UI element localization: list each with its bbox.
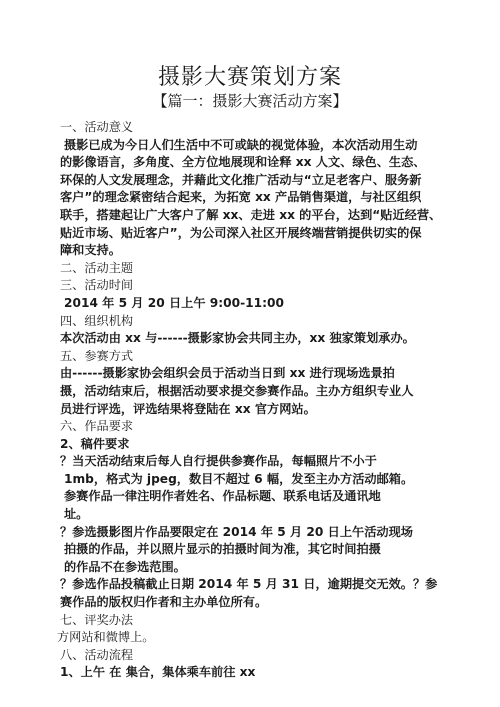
section-heading: 三、活动时间	[60, 278, 134, 293]
paragraph-line: 方网站和微博上。	[57, 630, 155, 645]
paragraph-line: 联手，搭建起让广大客户了解 xx、走进 xx 的平台，达到“贴近经营、	[60, 207, 442, 222]
document-subtitle: 【篇一：摄影大赛活动方案】	[152, 92, 348, 110]
paragraph-line: 1mb，格式为 jpeg，数目不超过 6 幅，发至主办方活动邮箱。	[64, 471, 414, 486]
section-heading: 五、参赛方式	[60, 348, 134, 363]
paragraph-line: ？参选作品投稿截止日期 2014 年 5 月 31 日，逾期提交无效。？参	[60, 577, 438, 592]
paragraph-line: 参赛作品一律注明作者姓名、作品标题、联系电话及通讯地	[64, 489, 381, 504]
paragraph-line: 赛作品的版权归作者和主办单位所有。	[60, 595, 268, 610]
paragraph-line: ？当天活动结束后每人自行提供参赛作品，每幅照片不小于	[60, 454, 377, 469]
paragraph-line: 摄，活动结束后，根据活动要求提交参赛作品。主办方组织专业人	[60, 383, 414, 398]
section-heading: 一、活动意义	[60, 120, 134, 134]
section-heading: 六、作品要求	[60, 419, 134, 434]
paragraph-line: 由------摄影家协会组织会员于活动当日到 xx 进行现场选景拍	[60, 366, 395, 381]
document-body	[57, 119, 492, 682]
paragraph-line: 的作品不在参选范围。	[64, 559, 186, 574]
paragraph-line: 障和支持。	[60, 243, 121, 258]
paragraph-line: ？参选摄影图片作品要限定在 2014 年 5 月 20 日上午活动现场	[60, 524, 413, 539]
paragraph-line: 贴近市场、贴近客户”，为公司深入社区开展终端营销提供切实的保	[60, 225, 422, 240]
paragraph-line: 拍摄的作品，并以照片显示的拍摄时间为准，其它时间拍摄	[64, 542, 381, 557]
section-heading: 二、活动主题	[60, 260, 134, 275]
document-title: 摄影大赛策划方案	[157, 65, 342, 90]
paragraph-line: 的影像语言，多角度、全方位地展现和诠释 xx 人文、绿色、生态、	[60, 155, 426, 170]
paragraph-line: 员进行评选，评选结果将登陆在 xx 官方网站。	[60, 401, 316, 416]
paragraph-line: 本次活动由 xx 与------摄影家协会共同主办，xx 独家策划承办。	[60, 331, 415, 346]
paragraph-line: 1、上午 在 集合，集体乘车前往 xx	[60, 665, 256, 680]
section-heading: 八、活动流程	[60, 647, 134, 662]
paragraph-line: 客户”的理念紧密结合起来，为拓宽 xx 产品销售渠道，与社区组织	[60, 190, 422, 205]
paragraph-line: 2014 年 5 月 20 日上午 9:00-11:00	[64, 295, 284, 310]
section-heading: 四、组织机构	[60, 313, 134, 328]
paragraph-line: 址。	[64, 507, 89, 522]
subsection-heading: 2、稿件要求	[60, 436, 130, 451]
section-heading: 七、评奖办法	[60, 612, 134, 627]
paragraph-line: 环保的人文发展理念，并藉此文化推广活动与“立足老客户、服务新	[60, 172, 422, 187]
paragraph-line: 摄影已成为今日人们生活中不可或缺的视觉体验，本次活动用生动	[64, 137, 418, 152]
